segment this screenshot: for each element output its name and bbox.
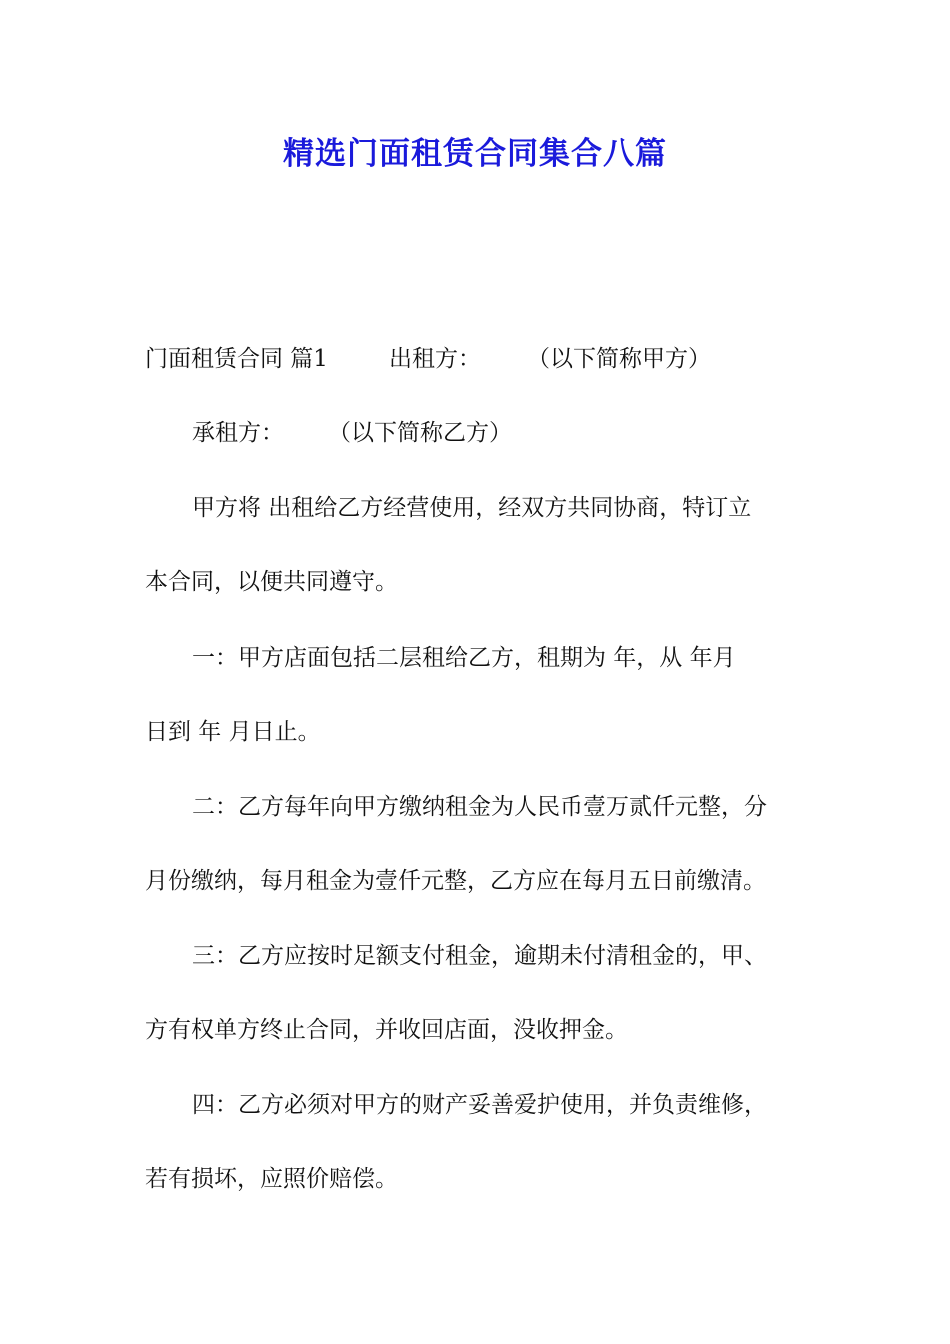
clause-3-line: 三：乙方应按时足额支付租金，逾期未付清租金的，甲、 bbox=[192, 943, 767, 969]
clause-1-line: 日到 年 月日止。 bbox=[145, 719, 321, 745]
lessor-abbrev: （以下简称甲方） bbox=[527, 346, 711, 372]
clause-1-line: 一：甲方店面包括二层租给乙方，租期为 年，从 年月 bbox=[192, 645, 736, 671]
paragraph-line: 本合同，以便共同遵守。 bbox=[145, 569, 398, 595]
clause-2-line: 二：乙方每年向甲方缴纳租金为人民币壹万贰仟元整，分 bbox=[192, 794, 767, 820]
clause-4-line: 四：乙方必须对甲方的财产妥善爱护使用，并负责维修， bbox=[192, 1092, 767, 1118]
clause-2-line: 月份缴纳，每月租金为壹仟元整，乙方应在每月五日前缴清。 bbox=[145, 868, 766, 894]
section-heading: 门面租赁合同 篇1 bbox=[145, 346, 328, 372]
document-title: 精选门面租赁合同集合八篇 bbox=[283, 136, 667, 172]
lessee-abbrev: （以下简称乙方） bbox=[328, 420, 512, 446]
clause-4-line: 若有损坏，应照价赔偿。 bbox=[145, 1166, 398, 1192]
lessee-label: 承租方： bbox=[192, 420, 284, 446]
clause-3-line: 方有权单方终止合同，并收回店面，没收押金。 bbox=[145, 1017, 628, 1043]
paragraph-line: 甲方将 出租给乙方经营使用，经双方共同协商，特订立 bbox=[192, 495, 752, 521]
lessor-label: 出租方： bbox=[389, 346, 481, 372]
